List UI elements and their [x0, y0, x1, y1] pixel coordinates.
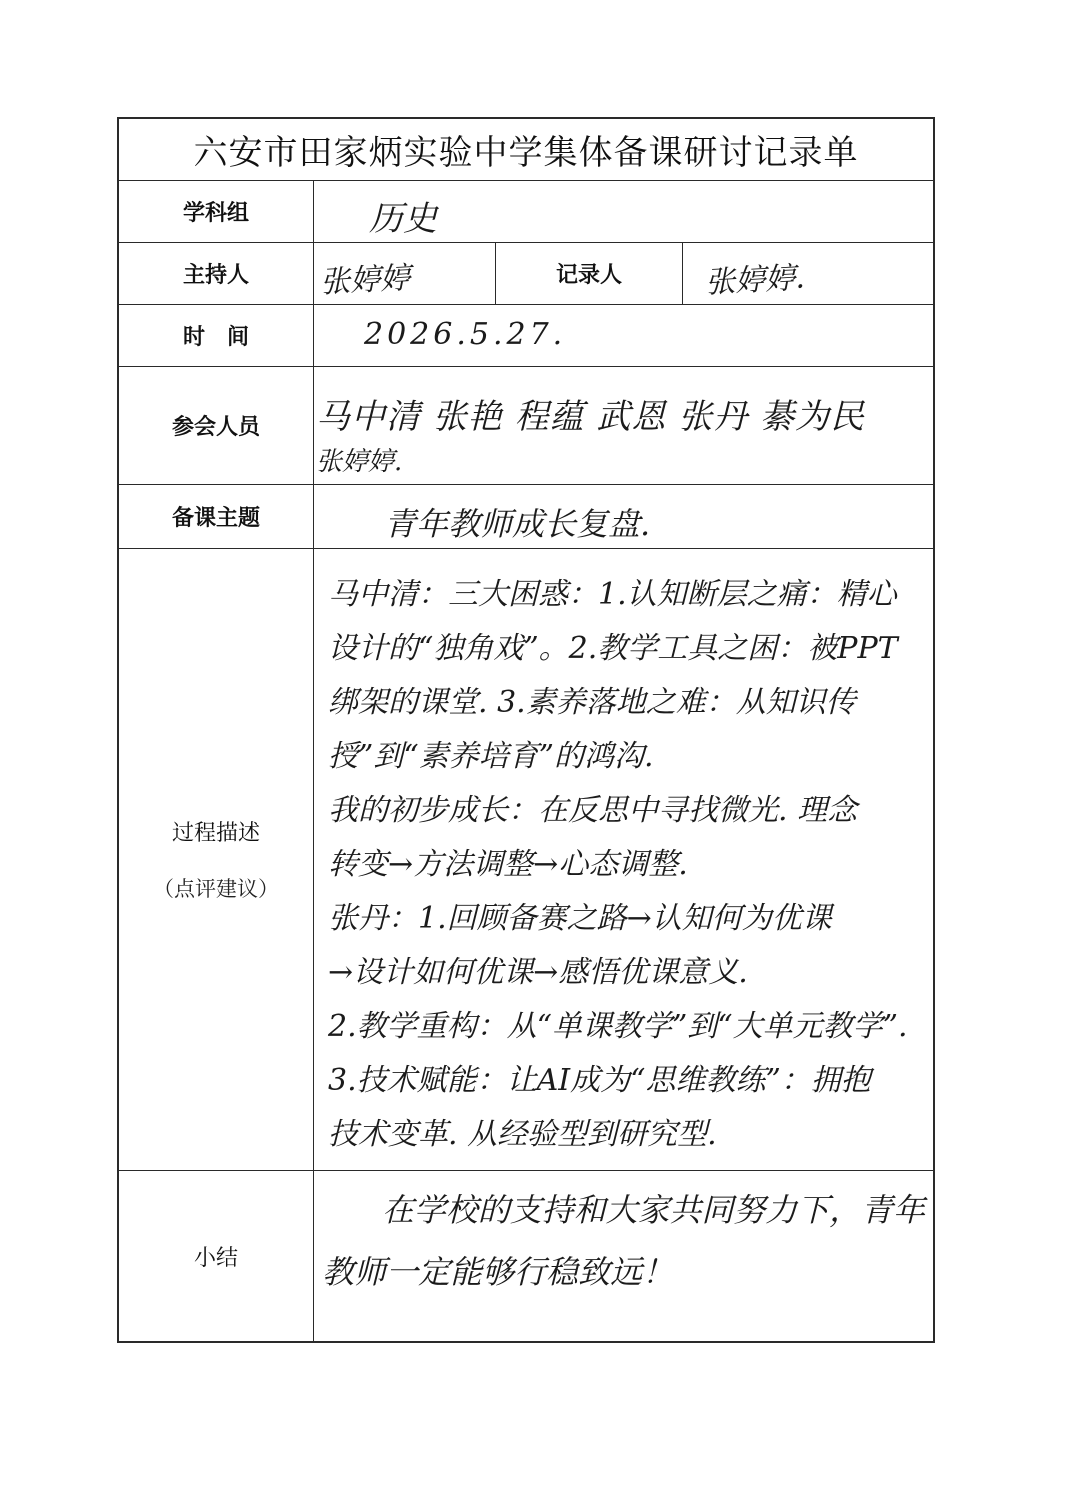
- host-label: 主持人: [119, 243, 314, 305]
- summary-label: 小结: [119, 1171, 314, 1341]
- attendees-line-1: 马中清 张艳 程蕴 武恩 张丹 綦为民: [316, 397, 866, 437]
- summary-value-cell: [314, 1171, 933, 1341]
- document-title: 六安市田家炳实验中学集体备课研讨记录单: [119, 119, 933, 181]
- process-line: 2.教学重构：从“单课教学”到“大单元教学”.: [328, 1009, 908, 1044]
- attendees-label: 参会人员: [119, 367, 314, 485]
- process-line: 我的初步成长：在反思中寻找微光. 理念: [328, 793, 858, 828]
- attendees-line-2: 张婷婷.: [316, 447, 403, 477]
- process-line: →设计如何优课→感悟优课意义.: [328, 955, 748, 990]
- recorder-label: 记录人: [496, 243, 683, 305]
- summary-line-2: 教师一定能够行稳致远！: [322, 1253, 675, 1291]
- process-label: 过程描述: [171, 821, 260, 846]
- time-label: 时 间: [119, 305, 314, 367]
- recorder-value: 张婷婷.: [704, 260, 806, 301]
- time-value: 2026.5.27.: [364, 317, 567, 352]
- host-value: 张婷婷: [319, 260, 412, 301]
- process-line: 设计的“独角戏”。2.教学工具之困：被PPT: [328, 631, 898, 666]
- subject-group-value-cell: [314, 181, 933, 243]
- topic-value-cell: [314, 485, 933, 549]
- process-line: 3.技术赋能：让AI成为“思维教练”：拥抱: [328, 1063, 871, 1098]
- process-line: 张丹：1.回顾备赛之路→认知何为优课: [328, 901, 832, 936]
- process-label-cell: [119, 549, 314, 1171]
- process-line: 授”到“素养培育”的鸿沟.: [328, 739, 654, 774]
- record-sheet: [117, 117, 935, 1343]
- process-sub-label: （点评建议）: [153, 877, 279, 901]
- subject-group-value: 历史: [369, 199, 437, 239]
- process-line: 马中清：三大困惑：1.认知断层之痛：精心: [328, 577, 897, 612]
- process-value-cell: [314, 549, 933, 1171]
- summary-line-1: 在学校的支持和大家共同努力下，青年: [382, 1191, 925, 1229]
- recorder-value-cell: [683, 243, 933, 305]
- process-line: 技术变革. 从经验型到研究型.: [328, 1117, 717, 1152]
- attendees-value-cell: [314, 367, 933, 485]
- process-line: 绑架的课堂. 3.素养落地之难：从知识传: [328, 685, 856, 720]
- host-value-cell: [314, 243, 496, 305]
- subject-group-label: 学科组: [119, 181, 314, 243]
- process-line: 转变→方法调整→心态调整.: [328, 847, 688, 882]
- topic-value: 青年教师成长复盘.: [384, 505, 651, 543]
- time-value-cell: [314, 305, 933, 367]
- topic-label: 备课主题: [119, 485, 314, 549]
